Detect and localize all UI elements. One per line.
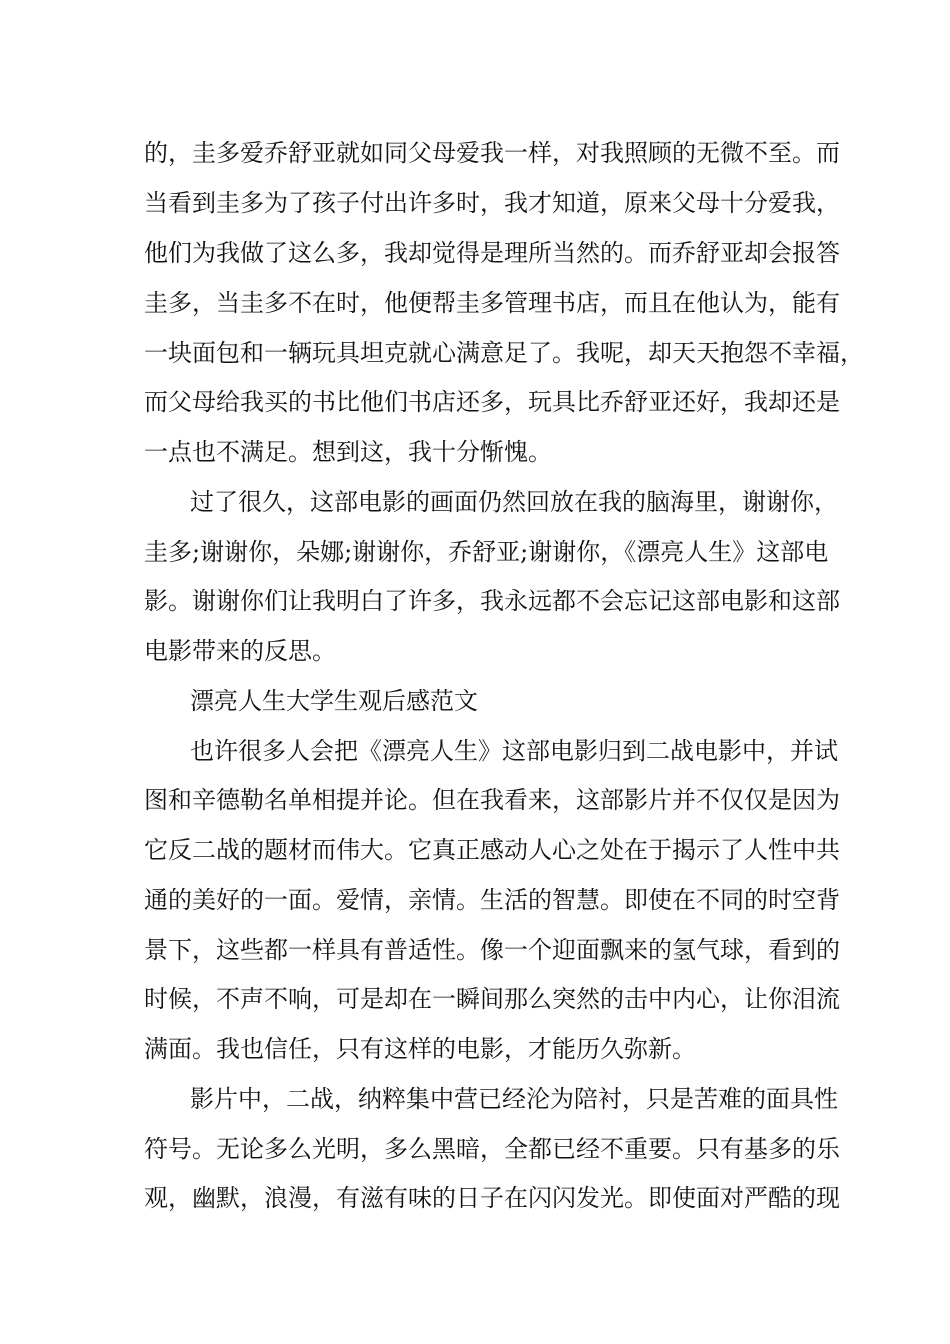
paragraph-line: 圭多，当圭多不在时，他便帮圭多管理书店，而且在他认为，能有 (144, 289, 840, 317)
paragraph-line: 影。谢谢你们让我明白了许多，我永远都不会忘记这部电影和这部 (144, 587, 840, 615)
paragraph-line: 的，圭多爱乔舒亚就如同父母爱我一样，对我照顾的无微不至。而 (144, 139, 840, 167)
paragraph-line: 也许很多人会把《漂亮人生》这部电影归到二战电影中，并试 (190, 737, 838, 765)
paragraph-line: 他们为我做了这么多，我却觉得是理所当然的。而乔舒亚却会报答 (144, 239, 840, 267)
paragraph-line: 通的美好的一面。爱情，亲情。生活的智慧。即使在不同的时空背 (144, 886, 840, 914)
paragraph-line: 影片中，二战，纳粹集中营已经沦为陪衬，只是苦难的面具性 (190, 1085, 838, 1113)
paragraph-line: 符号。无论多么光明，多么黑暗，全都已经不重要。只有基多的乐 (144, 1135, 840, 1163)
section-title: 漂亮人生大学生观后感范文 (190, 687, 478, 715)
paragraph-line: 观，幽默，浪漫，有滋有味的日子在闪闪发光。即使面对严酷的现 (144, 1184, 840, 1212)
paragraph-line: 一点也不满足。想到这，我十分惭愧。 (144, 438, 552, 466)
paragraph-line: 它反二战的题材而伟大。它真正感动人心之处在于揭示了人性中共 (144, 836, 840, 864)
paragraph-line: 而父母给我买的书比他们书店还多，玩具比乔舒亚还好，我却还是 (144, 388, 840, 416)
paragraph-line: 满面。我也信任，只有这样的电影，才能历久弥新。 (144, 1035, 696, 1063)
paragraph-line: 时候，不声不响，可是却在一瞬间那么突然的击中内心，让你泪流 (144, 985, 840, 1013)
paragraph-line: 电影带来的反思。 (144, 637, 336, 665)
paragraph-line: 过了很久，这部电影的画面仍然回放在我的脑海里，谢谢你， (190, 488, 838, 516)
paragraph-line: 一块面包和一辆玩具坦克就心满意足了。我呢，却天天抱怨不幸福， (144, 339, 864, 367)
paragraph-line: 图和辛德勒名单相提并论。但在我看来，这部影片并不仅仅是因为 (144, 786, 840, 814)
paragraph-line: 景下，这些都一样具有普适性。像一个迎面飘来的氢气球，看到的 (144, 936, 840, 964)
paragraph-line: 圭多;谢谢你，朵娜;谢谢你，乔舒亚;谢谢你，《漂亮人生》这部电 (144, 538, 829, 566)
paragraph-line: 当看到圭多为了孩子付出许多时，我才知道，原来父母十分爱我， (144, 189, 840, 217)
